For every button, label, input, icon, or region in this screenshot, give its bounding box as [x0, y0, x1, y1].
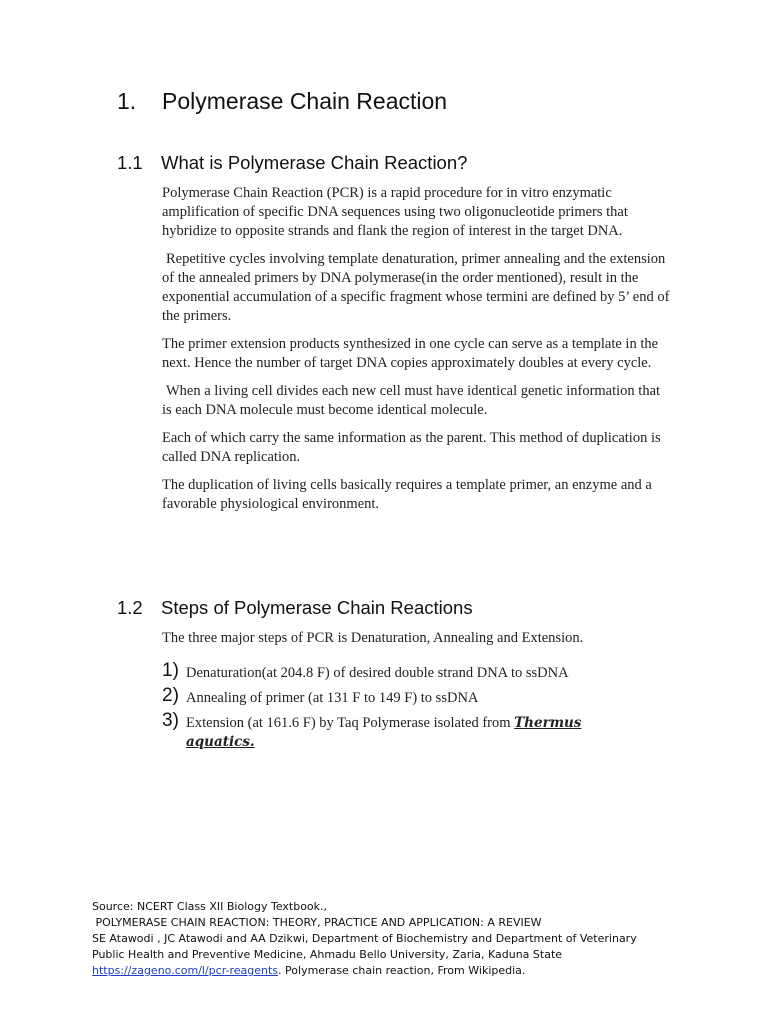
source-line: Source: NCERT Class XII Biology Textbook., — [92, 900, 328, 913]
source-line: POLYMERASE CHAIN REACTION: THEORY, PRACTICE AND APPLICATION: A REVIEW — [92, 916, 542, 929]
source-line-rest: . Polymerase chain reaction, From Wikipedia. — [278, 964, 526, 977]
source-citation — [92, 899, 692, 979]
section-1-2-heading — [117, 597, 473, 619]
section-number: 1.1 — [117, 152, 143, 173]
step-text: Denaturation(at 204.8 F) of desired double strand DNA to ssDNA — [186, 665, 569, 681]
section-1-1-body — [162, 184, 672, 514]
list-item — [162, 685, 682, 708]
species-name: Thermus aquatics. — [186, 715, 582, 750]
section-number: 1.2 — [117, 597, 143, 618]
section-1-2-intro — [162, 629, 672, 648]
source-line: SE Atawodi , JC Atawodi and AA Dzikwi, Department of Biochemistry and Department of Veterinary — [92, 932, 637, 945]
source-line: Public Health and Preventive Medicine, Ahmadu Bello University, Zaria, Kaduna State — [92, 948, 563, 961]
section-1-1-heading — [117, 152, 467, 174]
heading-number: 1. — [117, 88, 137, 114]
paragraph: The three major steps of PCR is Denaturation, Annealing and Extension. — [162, 630, 584, 646]
paragraph: When a living cell divides each new cell must have identical genetic information that is each DNA molecule must become identical molecule. — [162, 383, 661, 418]
source-line — [92, 963, 692, 979]
step-number: 1) — [162, 660, 179, 681]
section-title: Steps of Polymerase Chain Reactions — [161, 597, 473, 618]
paragraph: Repetitive cycles involving template denaturation, primer annealing and the extension of the annealed primers by DNA polymerase(in the order mentioned), result in the exponential accumulation of a specific fragment whose termini are defined by 5’ end of the primers. — [162, 251, 670, 324]
list-item — [162, 660, 682, 683]
main-heading — [117, 88, 447, 115]
heading-title: Polymerase Chain Reaction — [162, 88, 448, 114]
step-text: Extension (at 161.6 F) by Taq Polymerase isolated from — [186, 715, 515, 731]
source-link[interactable]: https://zageno.com/l/pcr-reagents — [92, 964, 279, 977]
step-text: Annealing of primer (at 131 F to 149 F) to ssDNA — [186, 690, 479, 706]
paragraph: Each of which carry the same information as the parent. This method of duplication is called DNA replication. — [162, 430, 661, 465]
paragraph: The primer extension products synthesized in one cycle can serve as a template in the next. Hence the number of target DNA copies approximately doubles at every cycle. — [162, 336, 659, 371]
step-number: 2) — [162, 685, 179, 706]
steps-list — [162, 660, 682, 758]
list-item — [162, 710, 636, 752]
step-number: 3) — [162, 710, 179, 731]
paragraph: The duplication of living cells basically requires a template primer, an enzyme and a favorable physiological environment. — [162, 477, 652, 512]
section-title: What is Polymerase Chain Reaction? — [161, 152, 468, 173]
paragraph: Polymerase Chain Reaction (PCR) is a rapid procedure for in vitro enzymatic amplification of specific DNA sequences using two oligonucleotide primers that hybridize to opposite strands and flank the region of interest in the target DNA. — [162, 185, 628, 239]
